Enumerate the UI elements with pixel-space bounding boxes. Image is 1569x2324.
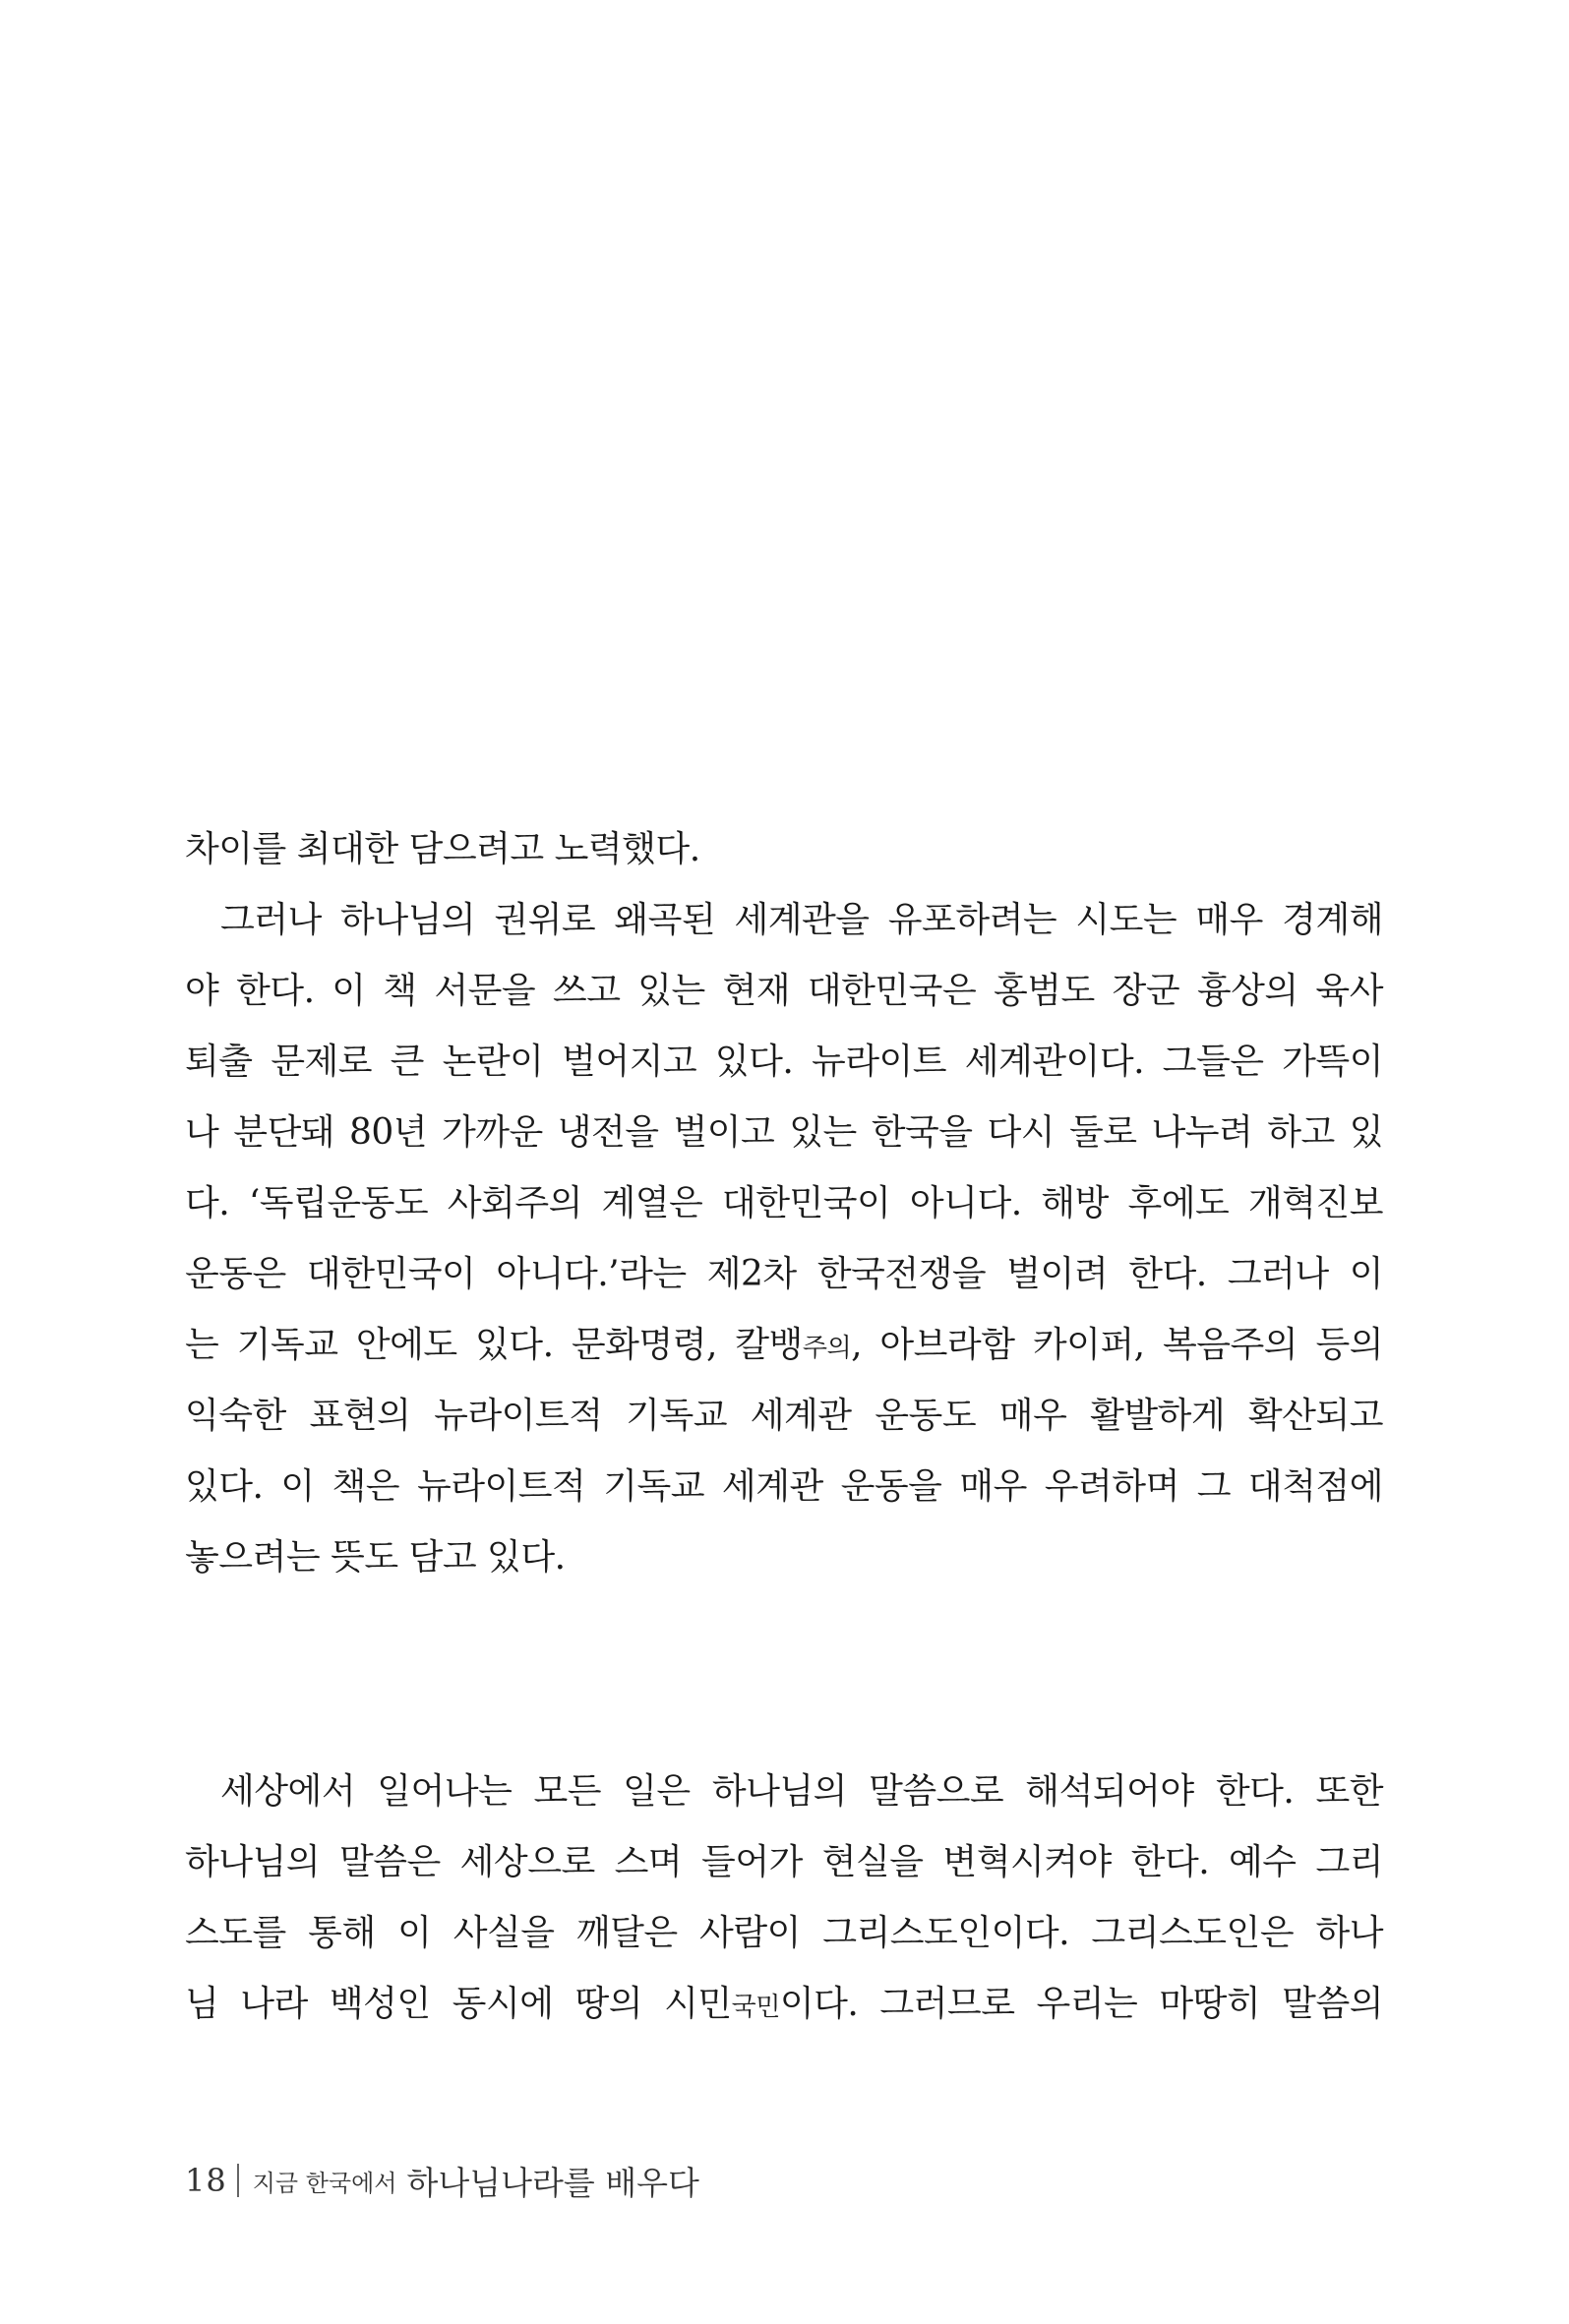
series-title: 지금 한국에서 [252,2169,397,2197]
page-number: 18 [185,2162,227,2199]
text-segment: 이다. 그러므로 우리는 마땅히 말씀의 [779,1984,1383,2024]
text-line [185,1969,1383,2040]
text-line: 야 한다. 이 책 서문을 쓰고 있는 현재 대한민국은 홍범도 장군 흉상의 육사 [185,971,1383,1011]
footer-divider [237,2164,239,2197]
text-line: 퇴출 문제로 큰 논란이 벌어지고 있다. 뉴라이트 세계관이다. 그들은 가뜩이 [185,1042,1383,1082]
body-text-upper [185,814,1383,1593]
text-segment: 님 나라 백성인 동시에 땅의 시민 [185,1984,732,2024]
text-line: 놓으려는 뜻도 담고 있다. [185,1537,566,1578]
text-line [185,1310,1383,1381]
text-line: 스도를 통해 이 사실을 깨달은 사람이 그리스도인이다. 그리스도인은 하나 [185,1913,1383,1953]
text-segment: , 아브라함 카이퍼, 복음주의 등의 [851,1325,1384,1365]
page-footer [185,2156,699,2205]
text-line: 세상에서 일어나는 모든 일은 하나님의 말씀으로 해석되어야 한다. 또한 [220,1771,1383,1812]
small-annotation: 국민 [731,1993,780,2022]
text-line: 익숙한 표현의 뉴라이트적 기독교 세계관 운동도 매우 활발하게 확산되고 [185,1396,1383,1436]
text-line: 하나님의 말씀은 세상으로 스며 들어가 현실을 변혁시켜야 한다. 예수 그리 [185,1842,1383,1882]
text-line: 운동은 대한민국이 아니다.’라는 제2차 한국전쟁을 벌이려 한다. 그러나 이 [185,1254,1383,1294]
text-segment: 는 기독교 안에도 있다. 문화명령, 칼뱅 [185,1325,803,1365]
body-text-lower [185,1757,1383,2040]
text-line: 나 분단돼 80년 가까운 냉전을 벌이고 있는 한국을 다시 둘로 나누려 하고 있 [185,1112,1383,1153]
text-line: 차이를 최대한 담으려고 노력했다. [185,829,700,869]
book-title: 하나님나라를 배우다 [406,2163,699,2202]
text-line: 다. ‘독립운동도 사회주의 계열은 대한민국이 아니다. 해방 후에도 개혁진보 [185,1183,1383,1223]
small-annotation: 주의 [802,1334,852,1363]
text-line: 있다. 이 책은 뉴라이트적 기독교 세계관 운동을 매우 우려하며 그 대척점에 [185,1466,1383,1507]
text-line: 그러나 하나님의 권위로 왜곡된 세계관을 유포하려는 시도는 매우 경계해 [220,900,1383,940]
